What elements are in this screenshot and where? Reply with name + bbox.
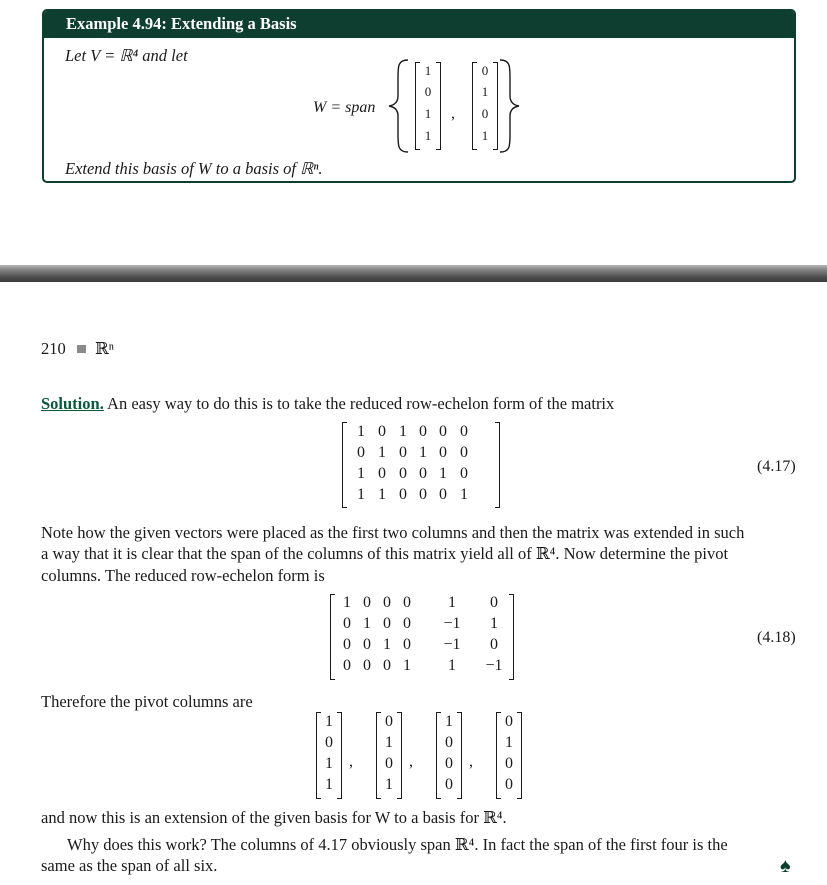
v1-right-bracket bbox=[436, 62, 441, 150]
page-number: 210 bbox=[41, 339, 66, 358]
comma: , bbox=[451, 105, 455, 122]
page-separator bbox=[0, 265, 827, 282]
v2-right-bracket bbox=[493, 62, 498, 150]
note-line-3: columns. The reduced row-echelon form is bbox=[41, 566, 325, 585]
pivot-vector-right-bracket bbox=[457, 712, 462, 799]
pivot-vector-left-bracket bbox=[376, 712, 381, 799]
page-section: ℝⁿ bbox=[95, 339, 114, 358]
matrix-418-right-bracket bbox=[509, 594, 514, 680]
note-line-1: Note how the given vectors were placed as the first two columns and then the matrix was extended in such bbox=[41, 523, 745, 542]
matrix-417-right-bracket bbox=[495, 422, 500, 508]
solution-text: An easy way to do this is to take the reduced row-echelon form of the matrix bbox=[107, 394, 615, 413]
note-line-2: a way that it is clear that the span of the columns of this matrix yield all of ℝ⁴. Now determine the pivot bbox=[41, 544, 729, 563]
equation-number-418: (4.18) bbox=[757, 629, 796, 646]
example-title: Example 4.94: Extending a Basis bbox=[66, 14, 297, 33]
v1-left-bracket bbox=[415, 62, 420, 150]
pivot-vector-left-bracket bbox=[436, 712, 441, 799]
end-of-solution-icon: ♠ bbox=[780, 855, 791, 877]
matrix-417-left-bracket bbox=[342, 422, 347, 508]
pivot-vector-right-bracket bbox=[397, 712, 402, 799]
comma: , bbox=[409, 753, 413, 770]
pivot-vector-right-bracket bbox=[517, 712, 522, 799]
example-closing: Extend this basis of W to a basis of ℝⁿ. bbox=[65, 159, 323, 178]
conclusion-line-2: Why does this work? The columns of 4.17 obviously span ℝ⁴. In fact the span of the first four is the bbox=[67, 835, 728, 854]
header-square bbox=[77, 345, 86, 353]
pivot-intro: Therefore the pivot columns are bbox=[41, 692, 253, 711]
solution-label: Solution. bbox=[41, 394, 104, 413]
span-label: W = span bbox=[313, 99, 376, 116]
comma: , bbox=[469, 753, 473, 770]
conclusion-line-1: and now this is an extension of the given basis for W to a basis for ℝ⁴. bbox=[41, 808, 507, 827]
pivot-vector-left-bracket bbox=[316, 712, 321, 799]
example-header bbox=[44, 11, 794, 38]
equation-number-417: (4.17) bbox=[757, 458, 796, 475]
pivot-vector-left-bracket bbox=[496, 712, 501, 799]
example-intro: Let V = ℝ⁴ and let bbox=[65, 46, 188, 65]
pivot-vector-right-bracket bbox=[337, 712, 342, 799]
conclusion-line-3: same as the span of all six. bbox=[41, 856, 218, 875]
matrix-418-left-bracket bbox=[330, 594, 335, 680]
solution-line bbox=[41, 394, 614, 414]
comma: , bbox=[349, 753, 353, 770]
v2-left-bracket bbox=[472, 62, 477, 150]
